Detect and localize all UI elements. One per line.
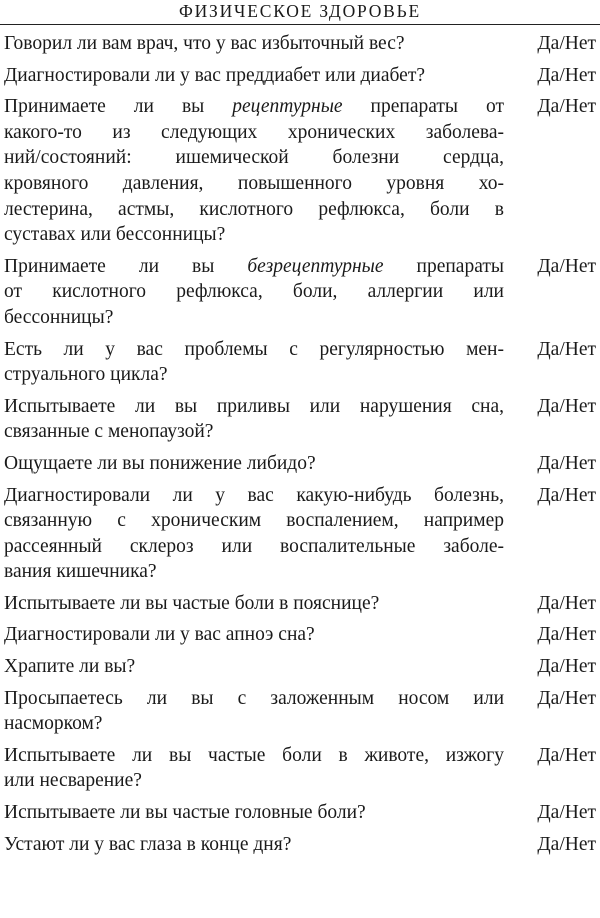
question-line xyxy=(4,63,504,89)
question-line xyxy=(4,31,504,57)
answer-option: Да/Нет xyxy=(537,802,596,824)
question-text-segment: Храпите ли вы? xyxy=(4,656,136,678)
question-text-segment: Просыпаетесь ли вы с заложенным носом или xyxy=(4,687,504,709)
question-row xyxy=(4,654,596,680)
question-text-segment: Ощущаете ли вы понижение либидо? xyxy=(4,452,316,474)
question-row xyxy=(4,94,596,248)
answer-option: Да/Нет xyxy=(537,64,596,86)
question-text xyxy=(4,743,504,794)
section-title: ФИЗИЧЕСКОЕ ЗДОРОВЬЕ xyxy=(178,1,421,21)
question-text-segment: препараты xyxy=(383,255,504,277)
question-row xyxy=(4,591,596,617)
question-text xyxy=(4,800,504,826)
question-text xyxy=(4,63,504,89)
answer-option: Да/Нет xyxy=(537,452,596,474)
question-line xyxy=(4,711,504,737)
question-text-segment: связанную с хроническим воспалением, например xyxy=(4,510,504,532)
question-list xyxy=(4,31,596,863)
question-line xyxy=(4,197,504,223)
answer-option: Да/Нет xyxy=(537,96,596,118)
question-text-segment: бессонницы? xyxy=(4,306,114,328)
question-row xyxy=(4,800,596,826)
question-row xyxy=(4,31,596,57)
question-line xyxy=(4,419,504,445)
question-text-segment: Говорил ли вам врач, что у вас избыточный вес? xyxy=(4,33,405,54)
answer-option: Да/Нет xyxy=(537,484,596,506)
question-line xyxy=(4,508,504,534)
question-line xyxy=(4,254,504,280)
answer-option: Да/Нет xyxy=(537,255,596,277)
question-text xyxy=(4,686,504,737)
question-text xyxy=(4,451,504,477)
question-text-segment: Принимаете ли вы xyxy=(4,255,248,277)
question-text xyxy=(4,94,504,248)
question-line xyxy=(4,451,504,477)
emphasized-term: безрецептурные xyxy=(247,255,384,277)
question-row xyxy=(4,483,596,585)
question-line xyxy=(4,654,504,680)
question-text-segment: Диагностировали ли у вас преддиабет или диабет? xyxy=(4,64,426,86)
answer-option: Да/Нет xyxy=(537,624,596,646)
question-text xyxy=(4,394,504,445)
question-text-segment: суставах или бессонницы? xyxy=(4,224,226,246)
question-line xyxy=(4,768,504,794)
answer-option: Да/Нет xyxy=(537,744,596,766)
question-line xyxy=(4,743,504,769)
question-line xyxy=(4,622,504,648)
question-line xyxy=(4,483,504,509)
answer-option: Да/Нет xyxy=(537,833,596,855)
question-row xyxy=(4,451,596,477)
question-row xyxy=(4,63,596,89)
emphasized-term: рецептурные xyxy=(232,96,343,118)
question-row xyxy=(4,337,596,388)
question-row xyxy=(4,622,596,648)
question-text-segment: или несварение? xyxy=(4,770,142,792)
question-text-segment: Испытываете ли вы частые боли в животе, изжогу xyxy=(4,744,504,766)
question-line xyxy=(4,94,504,120)
question-line xyxy=(4,305,504,331)
question-row xyxy=(4,686,596,737)
question-text-segment: Испытываете ли вы частые боли в пояснице? xyxy=(4,592,380,614)
answer-option: Да/Нет xyxy=(537,395,596,417)
question-line xyxy=(4,120,504,146)
answer-option: Да/Нет xyxy=(537,687,596,709)
question-text-segment: Принимаете ли вы xyxy=(4,96,233,118)
question-row xyxy=(4,832,596,858)
question-text-segment: Испытываете ли вы приливы или нарушения сна, xyxy=(4,395,504,417)
question-text-segment: насморком? xyxy=(4,713,103,735)
answer-option: Да/Нет xyxy=(537,338,596,360)
question-text-segment: Диагностировали ли у вас какую-нибудь болезнь, xyxy=(4,484,504,506)
question-text xyxy=(4,254,504,331)
question-text xyxy=(4,483,504,585)
question-text-segment: кровяного давления, повышенного уровня хо- xyxy=(4,172,504,194)
question-text-segment: какого-то из следующих хронических заболева- xyxy=(4,121,504,143)
question-line xyxy=(4,800,504,826)
question-text xyxy=(4,31,504,57)
question-text xyxy=(4,337,504,388)
question-line xyxy=(4,171,504,197)
title-divider xyxy=(0,24,600,25)
question-row xyxy=(4,394,596,445)
question-text-segment: лестерина, астмы, кислотного рефлюкса, боли в xyxy=(4,198,504,220)
question-text-segment: струального цикла? xyxy=(4,364,168,386)
question-line xyxy=(4,394,504,420)
question-text xyxy=(4,591,504,617)
question-text-segment: ний/состояний: ишемической болезни сердца, xyxy=(4,147,504,169)
question-line xyxy=(4,279,504,305)
question-text-segment: связанные с менопаузой? xyxy=(4,421,214,443)
question-line xyxy=(4,686,504,712)
answer-option: Да/Нет xyxy=(537,33,596,54)
question-text-segment: Испытываете ли вы частые головные боли? xyxy=(4,802,366,824)
question-text-segment: рассеянный склероз или воспалительные заболе- xyxy=(4,535,504,557)
answer-option: Да/Нет xyxy=(537,592,596,614)
question-row xyxy=(4,254,596,331)
question-text-segment: вания кишечника? xyxy=(4,561,157,583)
question-line xyxy=(4,337,504,363)
question-line xyxy=(4,832,504,858)
question-line xyxy=(4,534,504,560)
question-text xyxy=(4,654,504,680)
question-text-segment: от кислотного рефлюкса, боли, аллергии или xyxy=(4,281,504,303)
question-line xyxy=(4,559,504,585)
question-text xyxy=(4,832,504,858)
question-line xyxy=(4,591,504,617)
answer-option: Да/Нет xyxy=(537,656,596,678)
question-row xyxy=(4,743,596,794)
question-line xyxy=(4,145,504,171)
question-text xyxy=(4,622,504,648)
question-text-segment: препараты от xyxy=(342,96,504,118)
question-line xyxy=(4,222,504,248)
question-line xyxy=(4,362,504,388)
question-text-segment: Устают ли у вас глаза в конце дня? xyxy=(4,833,292,855)
question-text-segment: Диагностировали ли у вас апноэ сна? xyxy=(4,624,315,646)
question-text-segment: Есть ли у вас проблемы с регулярностью мен- xyxy=(4,338,504,360)
